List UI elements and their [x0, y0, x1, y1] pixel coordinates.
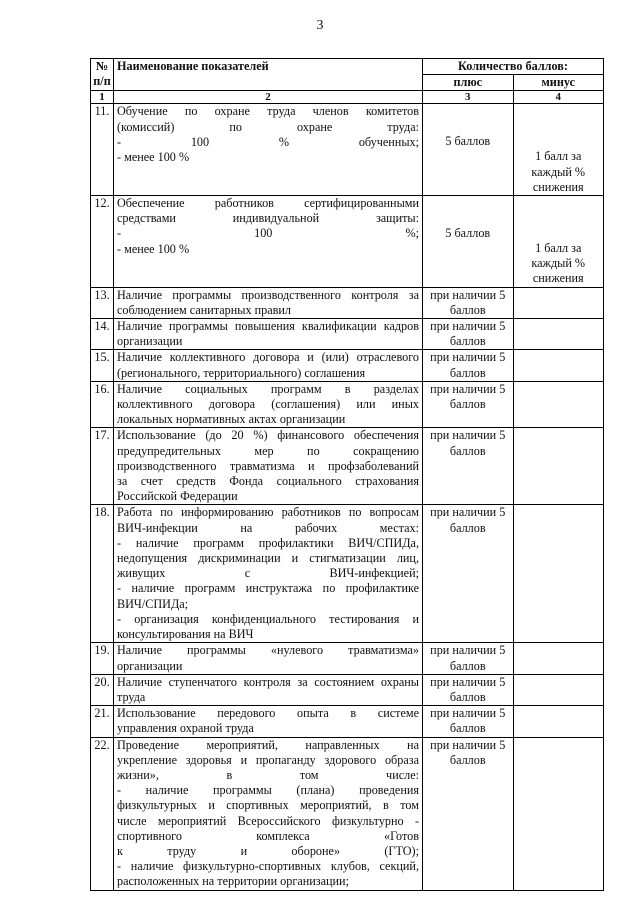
column-index-4: 4	[513, 91, 604, 104]
plus-score	[423, 706, 514, 737]
indicator-line: Использование передового опыта в системе	[117, 706, 419, 721]
table-row	[91, 428, 604, 505]
spacer	[426, 104, 510, 119]
plus-score	[423, 381, 514, 428]
indicator-name	[114, 706, 423, 737]
spacer	[517, 119, 601, 134]
spacer	[517, 196, 601, 211]
indicator-name	[114, 674, 423, 705]
indicator-line: соблюдением санитарных правил	[117, 302, 292, 317]
minus-score	[513, 196, 604, 288]
indicator-line: средствами индивидуальной защиты:	[117, 211, 419, 226]
indicator-line: - наличие программ профилактики ВИЧ/СПИДа,	[117, 535, 419, 550]
spacer	[517, 211, 601, 226]
minus-score	[513, 706, 604, 737]
indicator-line: - наличие программ инструктажа по профилактике	[117, 581, 419, 596]
table-row	[91, 505, 604, 643]
plus-score	[423, 196, 514, 288]
minus-score	[513, 104, 604, 196]
indicator-line: спортивного комплекса «Готов	[117, 828, 419, 843]
spacer	[517, 104, 601, 119]
indicator-line: - организация конфиденциального тестирования и	[117, 611, 419, 626]
indicator-line: Наличие программы производственного контроля за	[117, 287, 419, 302]
indicator-line: консультирования на ВИЧ	[117, 627, 254, 642]
table-row	[91, 706, 604, 737]
plus-score	[423, 287, 514, 318]
minus-score	[513, 381, 604, 428]
table-row	[91, 737, 604, 890]
indicator-name	[114, 737, 423, 890]
plus-score	[423, 428, 514, 505]
minus-score-value: 1 балл за каждый % снижения	[531, 241, 586, 286]
indicator-line: - наличие программы (плана) проведения	[117, 783, 419, 798]
indicator-line: Наличие ступенчатого контроля за состоянием охраны	[117, 674, 419, 689]
indicator-name	[114, 196, 423, 288]
plus-score-value: при наличии 5 баллов	[430, 505, 506, 535]
header-name: Наименование показателей	[114, 59, 423, 91]
header-score: Количество баллов:	[423, 59, 604, 75]
header-plus: плюс	[423, 75, 514, 91]
row-number: 18.	[91, 505, 114, 643]
indicators-table	[90, 58, 604, 891]
indicator-line: жизни», в том числе:	[117, 767, 419, 782]
indicator-line: - наличие физкультурно-спортивных клубов, секций,	[117, 859, 419, 874]
column-index-1: 1	[91, 91, 114, 104]
table-row	[91, 319, 604, 350]
indicator-line: (комиссий) по охране труда:	[117, 119, 419, 134]
indicator-line: (регионального, территориального) соглашения	[117, 365, 366, 380]
indicator-line: - 100 % обученных;	[117, 134, 419, 149]
indicator-line: ВИЧ-инфекции на рабочих местах:	[117, 520, 419, 535]
indicator-line: производственного травматизма и профзаболеваний	[117, 458, 419, 473]
indicator-line: ВИЧ/СПИДа;	[117, 596, 189, 611]
table-row	[91, 196, 604, 288]
plus-score-value: при наличии 5 баллов	[430, 674, 506, 704]
table-row	[91, 350, 604, 381]
plus-score	[423, 737, 514, 890]
indicator-line: Обучение по охране труда членов комитетов	[117, 104, 419, 119]
table-row	[91, 104, 604, 196]
indicator-name	[114, 287, 423, 318]
plus-score-value: при наличии 5 баллов	[430, 737, 506, 767]
plus-score-value: 5 баллов	[445, 226, 491, 241]
indicator-name	[114, 319, 423, 350]
indicator-line: числе мероприятий Всероссийского физкультурно -	[117, 813, 419, 828]
indicator-line: организации	[117, 658, 183, 673]
indicator-name	[114, 350, 423, 381]
row-number: 13.	[91, 287, 114, 318]
plus-score-value: при наличии 5 баллов	[430, 706, 506, 736]
minus-score	[513, 674, 604, 705]
row-number: 16.	[91, 381, 114, 428]
plus-score	[423, 643, 514, 674]
plus-score-value: при наличии 5 баллов	[430, 287, 506, 317]
plus-score	[423, 350, 514, 381]
spacer	[426, 211, 510, 226]
indicator-line: коллективного договора (соглашения) или иных	[117, 397, 419, 412]
plus-score	[423, 674, 514, 705]
indicator-line: физкультурных и спортивных мероприятий, в том	[117, 798, 419, 813]
indicator-line: Работа по информированию работников по вопросам	[117, 505, 419, 520]
indicator-line: Обеспечение работников сертифицированными	[117, 196, 419, 211]
plus-score-value: при наличии 5 баллов	[430, 428, 506, 458]
indicator-name	[114, 505, 423, 643]
minus-score-value: 1 балл за каждый % снижения	[531, 149, 586, 194]
plus-score	[423, 505, 514, 643]
plus-score-value: при наличии 5 баллов	[430, 381, 506, 412]
minus-score	[513, 350, 604, 381]
row-number: 17.	[91, 428, 114, 505]
indicator-line: к труду и обороне» (ГТО);	[117, 843, 419, 858]
indicator-line: труда	[117, 689, 146, 704]
page-number: 3	[316, 18, 324, 33]
indicator-line: - менее 100 %	[117, 241, 190, 256]
minus-score	[513, 643, 604, 674]
indicator-name	[114, 104, 423, 196]
indicator-name	[114, 643, 423, 674]
minus-score	[513, 428, 604, 505]
spacer	[517, 134, 601, 149]
plus-score-value: при наличии 5 баллов	[430, 350, 506, 380]
indicator-line: Наличие социальных программ в разделах	[117, 381, 419, 396]
row-number: 12.	[91, 196, 114, 288]
header-num: № п/п	[91, 59, 114, 91]
column-index-3: 3	[423, 91, 514, 104]
spacer	[426, 119, 510, 134]
indicator-line: организации	[117, 334, 183, 349]
spacer	[426, 196, 510, 211]
indicator-line: за счет средств Фонда социального страхования	[117, 474, 419, 489]
indicator-line: Использование (до 20 %) финансового обеспечения	[117, 428, 419, 443]
indicator-line: локальных нормативных актах организации	[117, 412, 346, 427]
indicator-line: недопущения дискриминации и стигматизации лиц,	[117, 551, 419, 566]
table-row	[91, 674, 604, 705]
minus-score	[513, 737, 604, 890]
row-number: 14.	[91, 319, 114, 350]
plus-score	[423, 104, 514, 196]
indicator-line: предупредительных мер по сокращению	[117, 443, 419, 458]
table-body	[91, 104, 604, 890]
indicator-line: - 100 %;	[117, 226, 419, 241]
indicator-line: Наличие коллективного договора и (или) отраслевого	[117, 350, 419, 365]
plus-score	[423, 319, 514, 350]
indicator-line: живущих с ВИЧ-инфекцией;	[117, 566, 419, 581]
minus-score	[513, 287, 604, 318]
spacer	[517, 226, 601, 241]
indicator-line: Проведение мероприятий, направленных на	[117, 737, 419, 752]
indicator-line: Наличие программы повышения квалификации кадров	[117, 319, 419, 334]
row-number: 20.	[91, 674, 114, 705]
minus-score	[513, 505, 604, 643]
indicator-line: управления охраной труда	[117, 721, 254, 736]
row-number: 21.	[91, 706, 114, 737]
indicator-line: Российской Федерации	[117, 489, 238, 504]
table-row	[91, 287, 604, 318]
indicator-line: укрепление здоровья и пропаганду здорового образа	[117, 752, 419, 767]
row-number: 19.	[91, 643, 114, 674]
minus-score	[513, 319, 604, 350]
table-row	[91, 381, 604, 428]
indicator-line: - менее 100 %	[117, 150, 190, 165]
column-index-2: 2	[114, 91, 423, 104]
plus-score-value: при наличии 5 баллов	[430, 643, 506, 673]
plus-score-value: при наличии 5 баллов	[430, 319, 506, 349]
row-number: 22.	[91, 737, 114, 890]
header-minus: минус	[513, 75, 604, 91]
row-number: 11.	[91, 104, 114, 196]
table-row	[91, 643, 604, 674]
plus-score-value: 5 баллов	[445, 134, 491, 149]
indicator-line: расположенных на территории организации;	[117, 874, 349, 889]
indicator-line: Наличие программы «нулевого травматизма»	[117, 643, 419, 658]
row-number: 15.	[91, 350, 114, 381]
indicator-name	[114, 428, 423, 505]
indicator-name	[114, 381, 423, 428]
